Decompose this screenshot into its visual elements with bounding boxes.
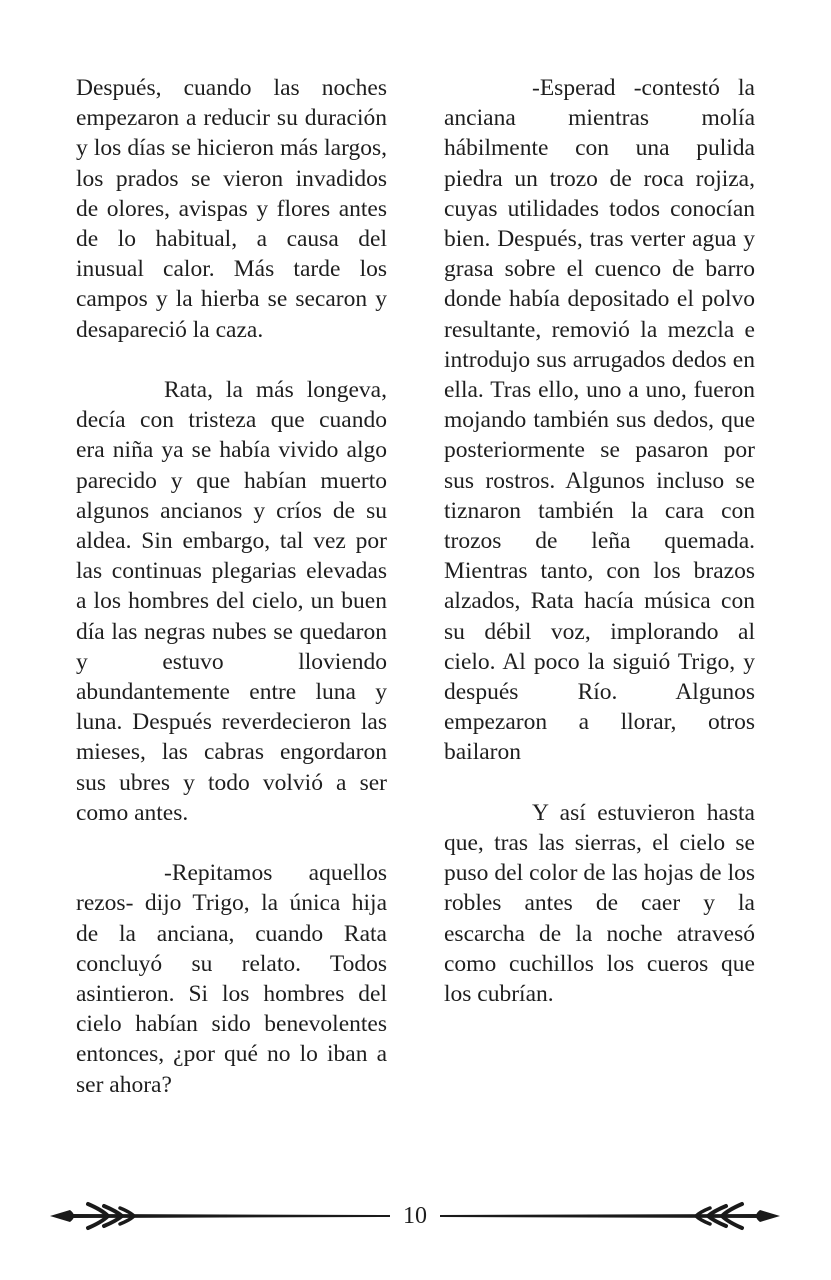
left-text-column xyxy=(76,73,387,1100)
right-text-column xyxy=(444,73,755,1009)
paragraph: -Repitamos aquellos rezos- dijo Trigo, la única hija de la anciana, cuando Rata concluyó su relato. Todos asintieron. Si los hombres del cielo habían sido benevolentes entonces, ¿por qué no lo iban a ser ahora? xyxy=(76,860,387,1098)
arrow-flourish-left-icon xyxy=(48,1200,390,1232)
page-number: 10 xyxy=(403,1203,427,1229)
paragraph: -Esperad -contestó la anciana mientras molía hábilmente con una pulida piedra un trozo de roca rojiza, cuyas utilidades todos conocían bien. Después, tras verter agua y grasa sobre el cuenco de barro donde había depositado el polvo resultante, removió la mezcla e introdujo sus arrugados dedos en ella. Tras ello, uno a uno, fueron mojando también sus dedos, que posteriormente se pasaron por sus rostros. Algunos incluso se tiznaron también la cara con trozos de leña quemada. Mientras tanto, con los brazos alzados, Rata hacía música con su débil voz, implorando al cielo. Al poco la siguió Trigo, y después Río. Algunos empezaron a llorar, otros bailaron xyxy=(444,75,755,766)
arrow-flourish-right-icon xyxy=(440,1200,782,1232)
paragraph: Después, cuando las noches empezaron a reducir su duración y los días se hicieron más largos, los prados se vieron invadidos de olores, avispas y flores antes de lo habitual, a causa del inusual calor. Más tarde los campos y la hierba se secaron y desapareció la caza. xyxy=(76,75,387,343)
paragraph: Y así estuvieron hasta que, tras las sierras, el cielo se puso del color de las hojas de los robles antes de caer y la escarcha de la noche atravesó como cuchillos los cueros que los cubrían. xyxy=(444,799,755,1008)
paragraph: Rata, la más longeva, decía con tristeza que cuando era niña ya se había vivido algo parecido y que habían muerto algunos ancianos y críos de su aldea. Sin embargo, tal vez por las continuas plegarias elevadas a los hombres del cielo, un buen día las negras nubes se quedaron y estuvo lloviendo abundantemente entre luna y luna. Después reverdecieron las mieses, las cabras engordaron sus ubres y todo volvió a ser como antes. xyxy=(76,377,387,826)
